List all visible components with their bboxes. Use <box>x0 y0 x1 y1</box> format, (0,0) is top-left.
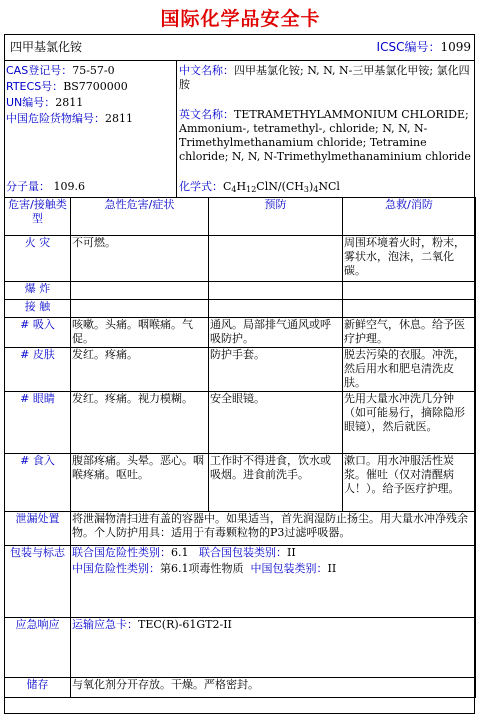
cell-prevention <box>209 300 343 318</box>
cell-prevention: 防护手套。 <box>209 348 343 392</box>
row-label-explosion: 爆 炸 <box>5 282 71 300</box>
cell-prevention <box>209 236 343 282</box>
un-pack-label: 联合国包装类别： <box>199 546 287 559</box>
col-header-type: 危害/接触类型 <box>5 198 71 236</box>
table-header-row <box>5 198 476 236</box>
cell-hazard: 腹部疼痛。头晕。恶心。咽喉疼痛。呕吐。 <box>71 454 209 512</box>
packaging-label: 包装与标志 <box>5 546 71 618</box>
formula-block <box>179 180 340 197</box>
row-label-skin: # 皮肤 <box>5 348 71 392</box>
cas-label: CAS登记号： <box>6 64 73 77</box>
un-label: UN编号： <box>6 96 56 109</box>
col-header-aid: 急救/消防 <box>343 198 476 236</box>
en-name-label: 英文名称： <box>179 108 234 121</box>
storage-row <box>5 678 476 698</box>
cell-prevention <box>209 282 343 300</box>
mw-label: 分子量： <box>6 180 50 193</box>
formula-label: 化学式： <box>179 180 223 193</box>
cell-aid: 先用大量水冲洗几分钟（如可能易行，摘除隐形眼镜），然后就医。 <box>343 392 476 454</box>
table-row <box>5 282 476 300</box>
cell-prevention: 工作时不得进食，饮水或吸烟。进食前洗手。 <box>209 454 343 512</box>
cn-dg-label: 中国危险货物编号： <box>6 112 105 125</box>
en-name-block <box>179 108 471 164</box>
un-value: 2811 <box>55 96 84 109</box>
cell-prevention: 通风。局部排气通风或呼吸防护。 <box>209 318 343 348</box>
col-header-prevention: 预防 <box>209 198 343 236</box>
cell-aid <box>343 282 476 300</box>
row-label-ingestion: # 食入 <box>5 454 71 512</box>
icsc-value: 1099 <box>440 40 471 54</box>
cell-hazard: 不可燃。 <box>71 236 209 282</box>
table-row <box>5 348 476 392</box>
emergency-label: 应急响应 <box>5 618 71 678</box>
storage-text: 与氧化剂分开存放。干燥。严格密封。 <box>71 678 476 698</box>
card-title: 国际化学品安全卡 <box>160 8 321 30</box>
table-row <box>5 392 476 454</box>
un-class-value: 6.1 <box>171 546 189 559</box>
cell-aid: 周围环境着火时，粉末，雾状水，泡沫，二氧化碳。 <box>343 236 476 282</box>
emergency-row <box>5 618 476 678</box>
un-class-label: 联合国危险性类别： <box>72 546 171 559</box>
packaging-row <box>5 546 476 618</box>
table-row <box>5 318 476 348</box>
card-label: 运输应急卡： <box>72 618 138 631</box>
emergency-info <box>71 618 476 678</box>
cell-aid <box>343 300 476 318</box>
chemical-name: 四甲基氯化铵 <box>10 40 83 54</box>
cell-hazard: 发红。疼痛。 <box>71 348 209 392</box>
icsc-number <box>377 40 471 54</box>
table-row <box>5 236 476 282</box>
cell-hazard: 咳嗽。头痛。咽喉痛。气促。 <box>71 318 209 348</box>
row-label-contact: 接 触 <box>5 300 71 318</box>
card-value: TEC(R)-61GT2-II <box>138 618 232 631</box>
cn-class-label: 中国危险性类别： <box>72 562 160 575</box>
packaging-info <box>71 546 476 618</box>
cell-hazard: 发红。疼痛。视力模糊。 <box>71 392 209 454</box>
cn-pack-label: 中国包装类别： <box>250 562 328 575</box>
cas-value: 75-57-0 <box>72 64 115 77</box>
cn-pack-value: II <box>327 562 337 575</box>
cell-hazard <box>71 300 209 318</box>
rtecs-value: BS7700000 <box>63 80 128 93</box>
row-label-inhalation: # 吸入 <box>5 318 71 348</box>
cn-name-value: 四甲基氯化铵; N, N, N-三甲基氯化甲铵; 氯化四胺 <box>179 64 470 91</box>
cell-aid: 新鲜空气，休息。给予医疗护理。 <box>343 318 476 348</box>
leak-text: 将泄漏物清扫进有盖的容器中。如果适当，首先润湿防止扬尘。用大量水冲净残余物。个人防护用具：适用于有毒颗粒物的P3过滤呼吸器。 <box>71 512 476 546</box>
cell-aid: 漱口。用水冲服活性炭浆。催吐（仅对清醒病人！）。给予医疗护理。 <box>343 454 476 512</box>
formula: $C_4H_{12}ClN/(CH_3)_4NCl$ <box>223 180 340 194</box>
leak-label: 泄漏处置 <box>5 512 71 546</box>
mw-value: 109.6 <box>53 180 85 193</box>
cell-prevention: 安全眼镜。 <box>209 392 343 454</box>
storage-label: 储存 <box>5 678 71 698</box>
row-label-eyes: # 眼睛 <box>5 392 71 454</box>
molecular-weight <box>6 180 85 194</box>
cn-name-label: 中文名称： <box>179 64 234 77</box>
en-name-value: TETRAMETHYLAMMONIUM CHLORIDE; Ammonium-, tetramethyl-, chloride; N, N, N-Trimethylmethanamium chloride; Tetramine chloride; N, N, N-Trimethylmethanaminium chloride <box>179 108 471 163</box>
cn-class-value: 第6.1项毒性物质 <box>160 562 244 575</box>
cell-aid: 脱去污染的衣服。冲洗，然后用水和肥皂清洗皮肤。 <box>343 348 476 392</box>
cn-dg-value: 2811 <box>105 112 133 125</box>
hazard-table <box>4 197 476 698</box>
cell-hazard <box>71 282 209 300</box>
row-label-fire: 火 灾 <box>5 236 71 282</box>
id-block <box>6 64 174 126</box>
table-row <box>5 454 476 512</box>
table-row <box>5 300 476 318</box>
icsc-label: ICSC编号： <box>376 40 441 54</box>
un-pack-value: II <box>287 546 296 559</box>
leak-row <box>5 512 476 546</box>
cn-name-block <box>179 64 471 92</box>
col-header-hazard: 急性危害/症状 <box>71 198 209 236</box>
rtecs-label: RTECS号： <box>6 80 64 93</box>
